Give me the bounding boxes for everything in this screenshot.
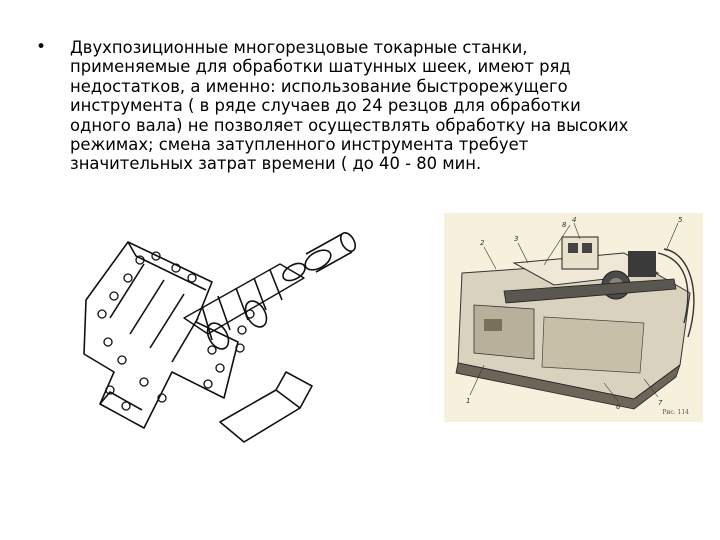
callout-4: 4 <box>572 216 577 224</box>
bullet-text: Двухпозиционные многорезцовые токарные станки, применяемые для обработки шатунных шеек, имеют ряд недостатков, а именно: использование быстрорежущего инструмента ( в ряде случаев до 24 резцов для обработки одного вала) не позволяет осуществлять обработку на высоких режимах; смена затупленного инструмента требует значительных затрат времени ( до 40 - 80 мин. <box>70 38 629 174</box>
callout-6: 6 <box>616 403 621 411</box>
callout-7: 7 <box>658 399 663 407</box>
bullet-symbol: • <box>36 37 47 57</box>
callout-5: 5 <box>678 216 683 224</box>
tool-holder-illustration <box>80 222 360 452</box>
tool-holder-crankshaft-drawing <box>80 222 360 452</box>
callout-1: 1 <box>466 397 471 405</box>
callout-3: 3 <box>514 235 519 243</box>
callout-2: 2 <box>480 239 485 247</box>
lathe-machine-photo <box>444 213 703 422</box>
figure-caption: Рис. 114 <box>662 409 689 416</box>
lathe-illustration <box>444 213 703 422</box>
bullet-item <box>36 38 676 174</box>
callout-8: 8 <box>562 221 567 229</box>
